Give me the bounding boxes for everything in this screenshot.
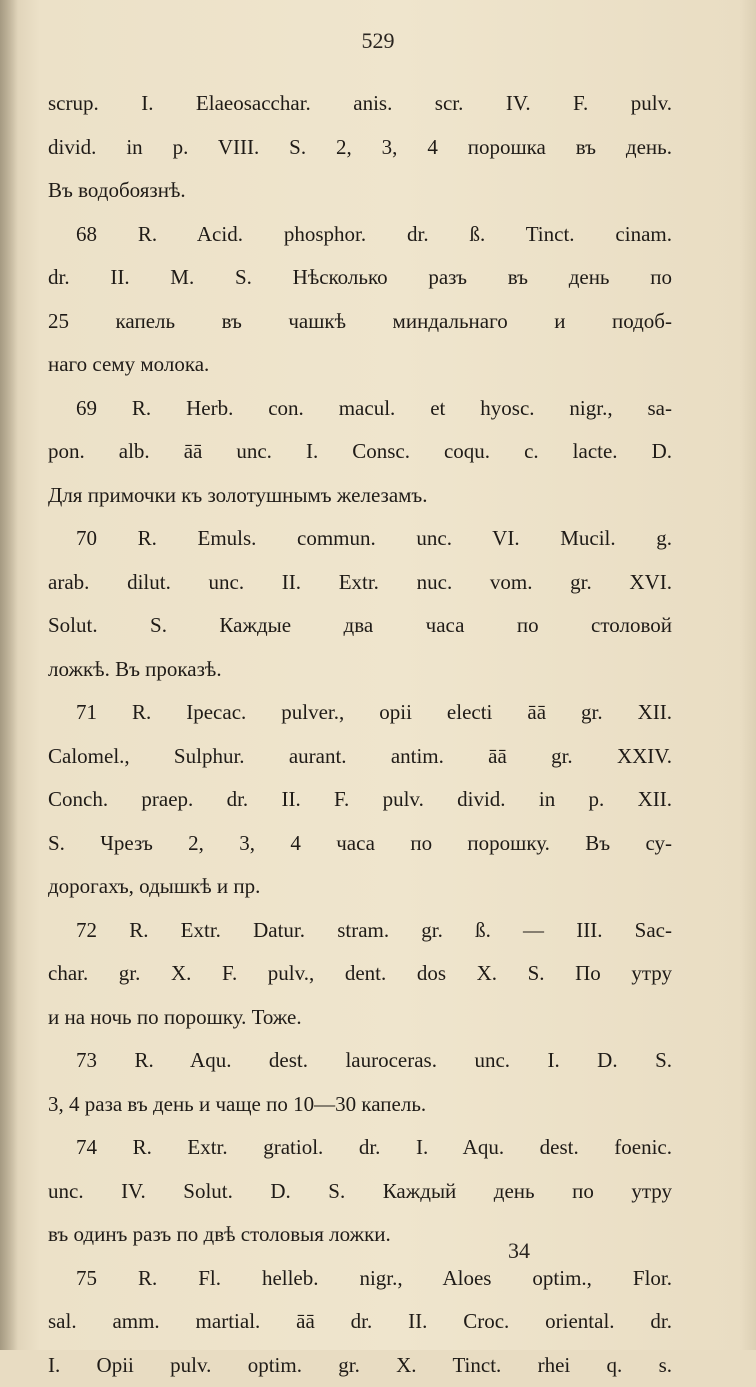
text-line: arab. dilut. unc. II. Extr. nuc. vom. gr. XVI. <box>48 561 672 605</box>
text-line: наго сему молока. <box>48 343 672 387</box>
text-line: 75 R. Fl. helleb. nigr., Aloes optim., Flor. <box>48 1257 672 1301</box>
text-line: unc. IV. Solut. D. S. Каждый день по утру <box>48 1170 672 1214</box>
text-line: S. Чрезъ 2, 3, 4 часа по порошку. Въ су- <box>48 822 672 866</box>
text-line: Conch. praep. dr. II. F. pulv. divid. in p. XII. <box>48 778 672 822</box>
page-number: 529 <box>0 28 756 54</box>
text-line: 68 R. Acid. phosphor. dr. ß. Tinct. cinam. <box>48 213 672 257</box>
text-line: въ одинъ разъ по двѣ столовыя ложки. <box>48 1213 672 1257</box>
text-line: 3, 4 раза въ день и чаще по 10—30 капель. <box>48 1083 672 1127</box>
text-line: 25 капель въ чашкѣ миндальнаго и подоб- <box>48 300 672 344</box>
signature-mark: 34 <box>508 1238 530 1264</box>
text-line: divid. in p. VIII. S. 2, 3, 4 порошка въ день. <box>48 126 672 170</box>
text-line: дорогахъ, одышкѣ и пр. <box>48 865 672 909</box>
text-line: 71 R. Ipecac. pulver., opii electi āā gr. XII. <box>48 691 672 735</box>
body-text <box>48 82 672 1387</box>
text-line: Calomel., Sulphur. aurant. antim. āā gr. XXIV. <box>48 735 672 779</box>
text-line: и на ночь по порошку. Тоже. <box>48 996 672 1040</box>
text-line: Для примочки къ золотушнымъ железамъ. <box>48 474 672 518</box>
text-line: I. Opii pulv. optim. gr. X. Tinct. rhei q. s. <box>48 1344 672 1387</box>
text-line: 70 R. Emuls. commun. unc. VI. Mucil. g. <box>48 517 672 561</box>
text-line: 69 R. Herb. con. macul. et hyosc. nigr., sa- <box>48 387 672 431</box>
text-line: ложкѣ. Въ проказѣ. <box>48 648 672 692</box>
text-line: Solut. S. Каждые два часа по столовой <box>48 604 672 648</box>
text-line: Въ водобоязнѣ. <box>48 169 672 213</box>
text-line: 73 R. Aqu. dest. lauroceras. unc. I. D. S. <box>48 1039 672 1083</box>
text-line: 72 R. Extr. Datur. stram. gr. ß. — III. Sac- <box>48 909 672 953</box>
text-line: sal. amm. martial. āā dr. II. Croc. oriental. dr. <box>48 1300 672 1344</box>
text-line: 74 R. Extr. gratiol. dr. I. Aqu. dest. foenic. <box>48 1126 672 1170</box>
text-line: dr. II. M. S. Нѣсколько разъ въ день по <box>48 256 672 300</box>
page-edge-shadow <box>0 0 18 1350</box>
text-line: scrup. I. Elaeosacchar. anis. scr. IV. F. pulv. <box>48 82 672 126</box>
text-line: pon. alb. āā unc. I. Consc. coqu. c. lacte. D. <box>48 430 672 474</box>
text-line: char. gr. X. F. pulv., dent. dos X. S. По утру <box>48 952 672 996</box>
